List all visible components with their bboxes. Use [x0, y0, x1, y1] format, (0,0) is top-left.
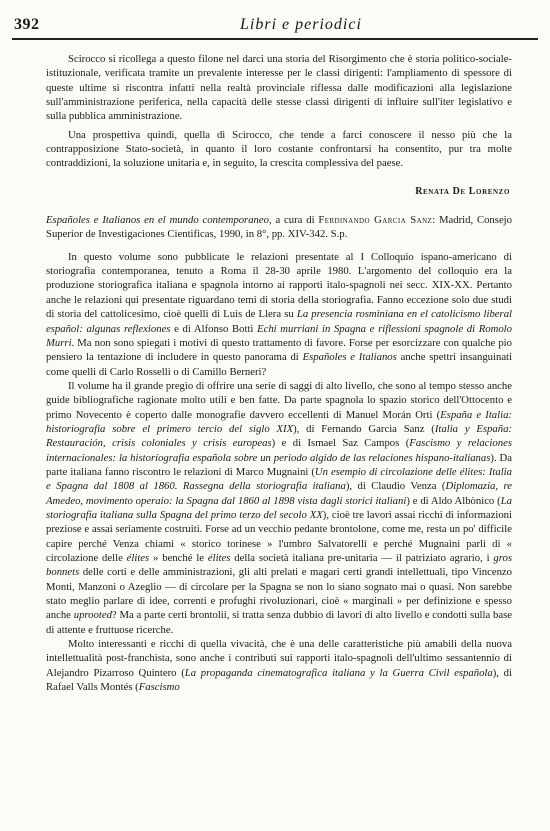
text-run: ) e di Aldo Albònico (: [406, 494, 501, 507]
previous-review-paragraph-1: Scirocco si ricollega a questo filone nel darci una storia del Risorgimento che è storia politico-sociale-istituzionale, verificata tramite un prevalente interesse per le classi dirigenti: l'ampliamento di spessore di queste ultime si riscontra infatti nella realtà provinciale riflessa dalle modificazioni alla legislazione sull'amministrazione periferica, nella capacità delle stesse classi dirigenti di influire sull'iter legislativo e sulla pubblica amministrazione.: [46, 53, 512, 123]
italic-title: Italia y España: Restauración, crisis coloniales y crisis europeas: [46, 422, 512, 450]
text-run: ), di Claudio Venza (: [345, 480, 446, 493]
italic-term: élites: [207, 552, 231, 564]
italic-title: Fascismo: [138, 681, 180, 694]
page-number: 392: [14, 16, 40, 33]
running-title: Libri e periodici: [240, 16, 362, 33]
text-run: della società italiana pre-unitaria — il patriziato agrario, i: [230, 552, 494, 564]
text-run: . Ma non sono spiegati i motivi di questo trattamento di favore. Forse per esorcizzare con qualche pio pensiero la tentazione di includere in questo panorama di: [46, 336, 512, 364]
text-run: ). Da parte italiana fanno riscontro le relazioni di Marco Mugnaini (: [46, 451, 512, 478]
page-header: [12, 14, 538, 40]
italic-title: Echi murriani in Spagna e riflessioni spagnole di Romolo Murri: [46, 322, 512, 349]
review-paragraph-3: [46, 637, 512, 694]
book-editor: Ferdinando Garcia Sanz: [318, 214, 433, 227]
text-run: ), di Rafael Valls Montés (: [46, 666, 512, 694]
text-run: ) e di Ismael Saz Campos (: [271, 437, 410, 450]
book-title: Españoles e Italianos en el mundo contemporaneo: [46, 214, 269, 227]
italic-title: Diplomazia, re Amedeo, movimento operaio: la Spagna dal 1860 al 1898 vista dagli storici italiani: [46, 480, 513, 507]
book-publication: : Madrid, Consejo Superior de Investigaciones Cientificas, 1990, in 8°, pp. XIV-342. S.p.: [46, 214, 512, 241]
italic-title: Fascismo y relaciones internacionales: la historiografia española sobre un periodo algido de las relaciones hispano-italianas: [46, 437, 512, 464]
italic-term: élites: [126, 552, 150, 564]
header-rule: [12, 38, 538, 40]
text-run: e di Alfonso Botti: [170, 322, 258, 335]
italic-term: gros bonnets: [46, 552, 512, 579]
review-paragraph-1: [46, 250, 512, 379]
italic-title: Españoles e Italianos: [302, 351, 397, 364]
text-run: ? Ma a parte certi brontolii, si tratta senza dubbio di lavori di alto livello e condotti sulla base di attente e fruttuose ricerche.: [46, 609, 513, 636]
review-paragraph-2: [46, 379, 512, 637]
italic-term: uprooted: [73, 609, 112, 622]
text-run: anche spettri insanguinati come quelli di Carlo Rosselli o di Camillo Berneri?: [46, 351, 512, 378]
text-run: » benché le: [149, 552, 208, 564]
italic-title: España e Italia: historiografia sobre el primero tercio del siglo XIX: [46, 408, 512, 435]
book-citation: [46, 213, 512, 242]
text-run: delle corti e delle amministrazioni, gli alti prelati e magari certi grandi intellettuali, tipo Vincenzo Monti, Manzoni o Azeglio — di circolare per la Spagna se non lo siano sognato mai o quasi. Non sarebbe stato meglio parlare di idee, correnti e profughi rivoluzionari, cioè « marginali » per definizione e spesso anche: [46, 566, 512, 622]
text-run: ), di Fernando Garcia Sanz (: [293, 422, 435, 435]
citation-editor-prefix: , a cura di: [268, 214, 319, 227]
text-run: In questo volume sono pubblicate le relazioni presentate al I Colloquio ispano-americano di storiografia contemporanea, tenuto a Roma il 28-30 aprile 1980. L'argomento del colloquio era la produzione storiografica italiana e spagnola intorno ai rapporti italo-spagnoli nei secc. XIX-XX. Pertanto anche le relazioni qui presentate riguardano temi di storia della storiografia. Fanno eccezione solo due studi di storia del cattolicesimo, cioè quelli di Luis de Llera su: [46, 250, 512, 321]
reviewer-signature: Renata De Lorenzo: [415, 185, 510, 197]
previous-review-paragraph-2: Una prospettiva quindi, quella di Scirocco, che tende a farci conoscere il nesso più che la contrapposizione Stato-società, in quanto il loro costante confrontarsi ha consentito, pur tra molte contraddizioni, la soluzione unitaria e, in seguito, la crescita complessiva del paese.: [46, 128, 512, 170]
text-run: Molto interessanti e ricchi di quella vivacità, che è una delle caratteristiche più amabili della nuova intellettualità post-franchista, sono anche i contributi sui rapporti italo-spagnoli dell'ultimo sessantennio di Alejandro Pizarroso Quintero (: [46, 638, 512, 679]
text-run: ), cioè tre lavori assai ricchi di informazioni preziose e assai seriamente costruiti. Forse ad un vecchio pedante brontolone, come me, resta un po' difficile capire perché Venza chiami « storico torinese » l'umbro Salvatorelli e perché Mugnaini parli di « circolazione delle: [46, 508, 512, 564]
italic-title: La propaganda cinematografica italiana y la Guerra Civil española: [184, 666, 493, 679]
page-body: [46, 52, 512, 694]
text-run: Il volume ha il grande pregio di offrire una serie di saggi di alto livello, che sono al tempo stesso anche guide bibliografiche ragionate molto utili e ben fatte. Da parte spagnola lo spazio storico dell'Ottocento e primo Novecento è coperto dalle monografie davvero eccellenti di Manuel Morán Orti (: [46, 379, 512, 421]
italic-title: La storiografia italiana sulla Spagna del primo terzo del secolo XX: [46, 494, 512, 521]
italic-title: La presencia rosminiana en el catolicismo liberal español: algunas reflexiones: [46, 308, 513, 335]
italic-title: Un esempio di circolazione delle élites: Italia e Spagna dal 1808 al 1860. Rassegna della storiografia italiana: [46, 465, 513, 493]
